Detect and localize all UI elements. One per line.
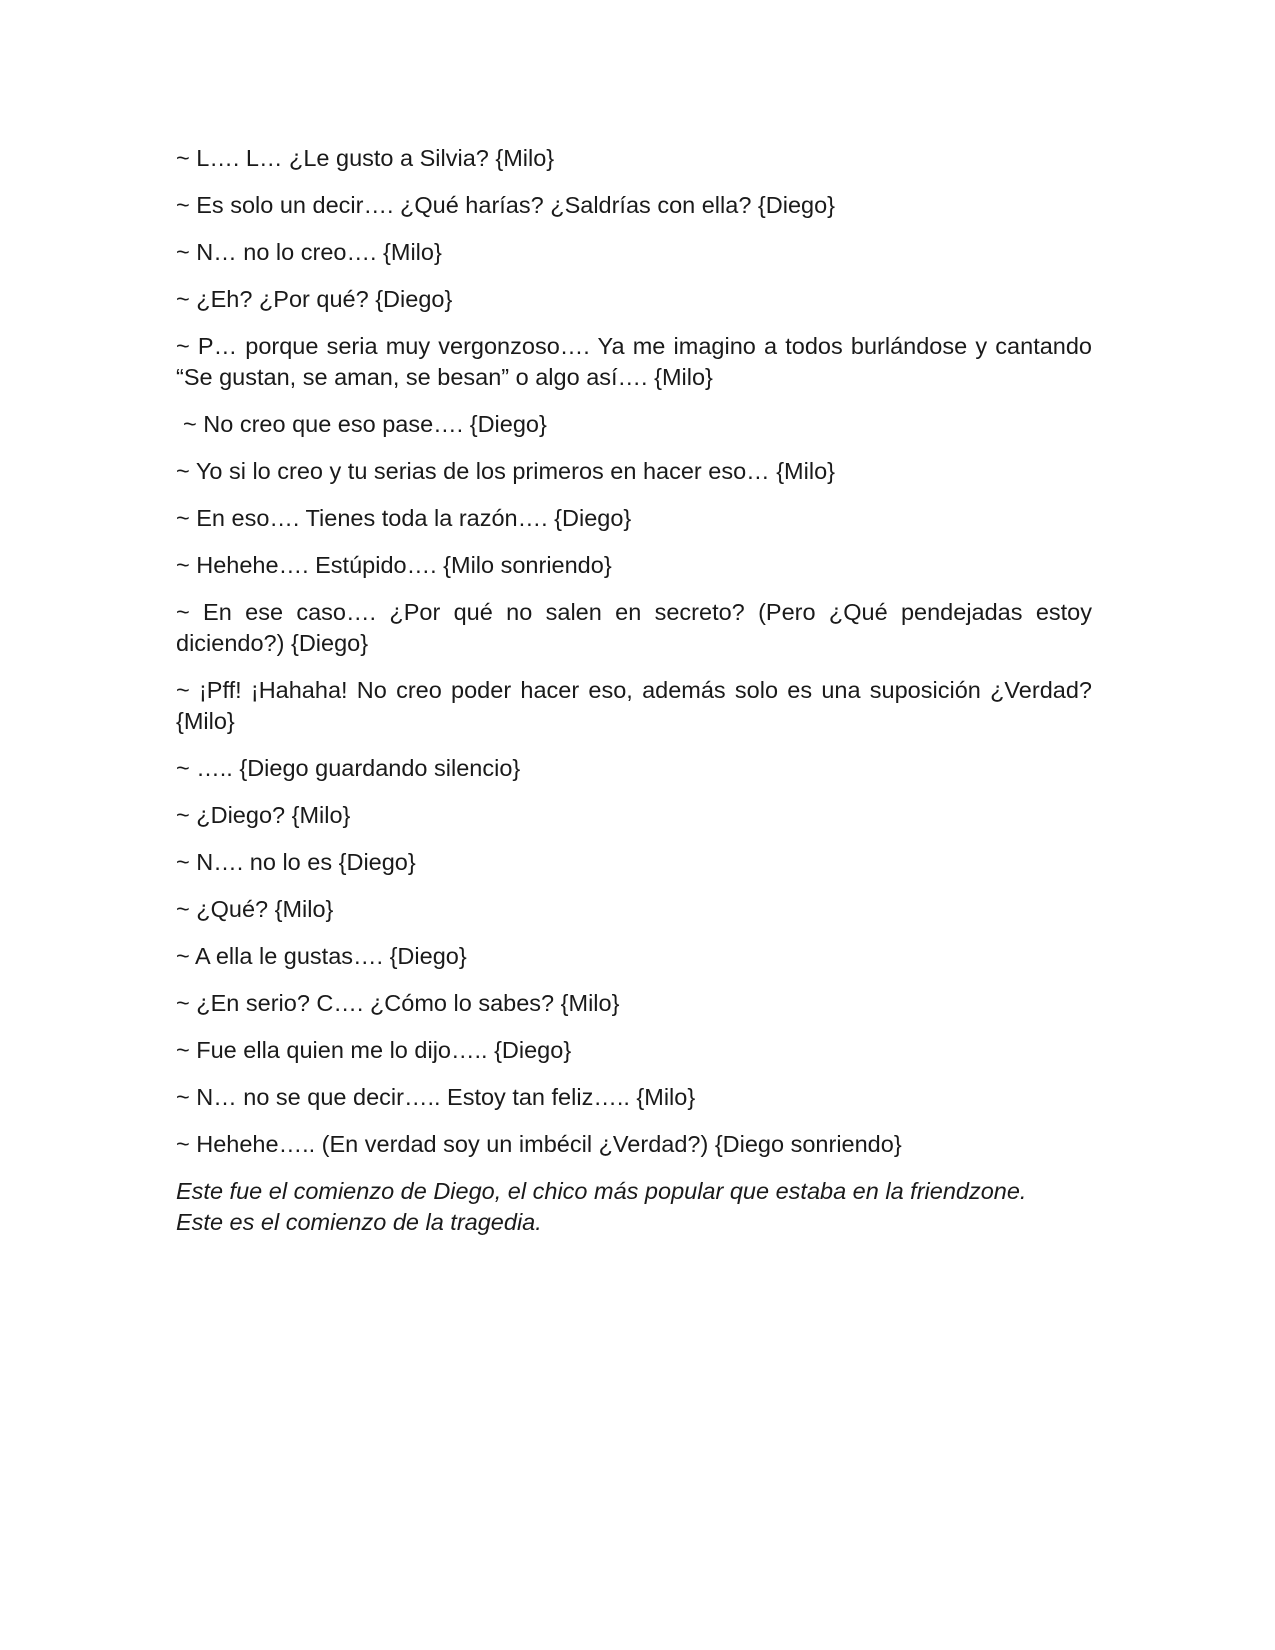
dialogue-line: ~ ¿En serio? C…. ¿Cómo lo sabes? {Milo} bbox=[176, 990, 620, 1016]
dialogue-line: ~ L…. L… ¿Le gusto a Silvia? {Milo} bbox=[176, 145, 555, 171]
dialogue-line: ~ No creo que eso pase…. {Diego} bbox=[183, 411, 547, 437]
dialogue-line: ~ ¿Diego? {Milo} bbox=[176, 802, 351, 828]
dialogue-line: ~ N… no se que decir….. Estoy tan feliz….. {Milo} bbox=[176, 1084, 696, 1110]
dialogue-line: ~ ¿Eh? ¿Por qué? {Diego} bbox=[176, 286, 453, 312]
dialogue-line: ~ ….. {Diego guardando silencio} bbox=[176, 755, 521, 781]
narration-paragraph bbox=[176, 1176, 1092, 1238]
dialogue-line: ~ Hehehe…. Estúpido…. {Milo sonriendo} bbox=[176, 552, 612, 578]
dialogue-line: ~ En ese caso…. ¿Por qué no salen en secreto? (Pero ¿Qué pendejadas estoy diciendo?) {Diego} bbox=[176, 599, 1092, 656]
dialogue-line: ~ En eso…. Tienes toda la razón…. {Diego} bbox=[176, 505, 632, 531]
dialogue-line: ~ Fue ella quien me lo dijo….. {Diego} bbox=[176, 1037, 572, 1063]
dialogue-text bbox=[176, 143, 1092, 1254]
dialogue-line: ~ Hehehe….. (En verdad soy un imbécil ¿Verdad?) {Diego sonriendo} bbox=[176, 1131, 902, 1157]
narration-line: Este es el comienzo de la tragedia. bbox=[176, 1209, 542, 1235]
dialogue-line: ~ ¡Pff! ¡Hahaha! No creo poder hacer eso, además solo es una suposición ¿Verdad? {Milo} bbox=[176, 677, 1092, 734]
dialogue-line: ~ N… no lo creo…. {Milo} bbox=[176, 239, 442, 265]
narration-line: Este fue el comienzo de Diego, el chico más popular que estaba en la friendzone. bbox=[176, 1178, 1027, 1204]
dialogue-line: ~ Es solo un decir…. ¿Qué harías? ¿Saldrías con ella? {Diego} bbox=[176, 192, 836, 218]
dialogue-line: ~ ¿Qué? {Milo} bbox=[176, 896, 334, 922]
dialogue-line: ~ A ella le gustas…. {Diego} bbox=[176, 943, 467, 969]
dialogue-line: ~ P… porque seria muy vergonzoso…. Ya me imagino a todos burlándose y cantando “Se gustan, se aman, se besan” o algo así…. {Milo} bbox=[176, 333, 1092, 390]
dialogue-line: ~ N…. no lo es {Diego} bbox=[176, 849, 416, 875]
dialogue-line: ~ Yo si lo creo y tu serias de los primeros en hacer eso… {Milo} bbox=[176, 458, 835, 484]
